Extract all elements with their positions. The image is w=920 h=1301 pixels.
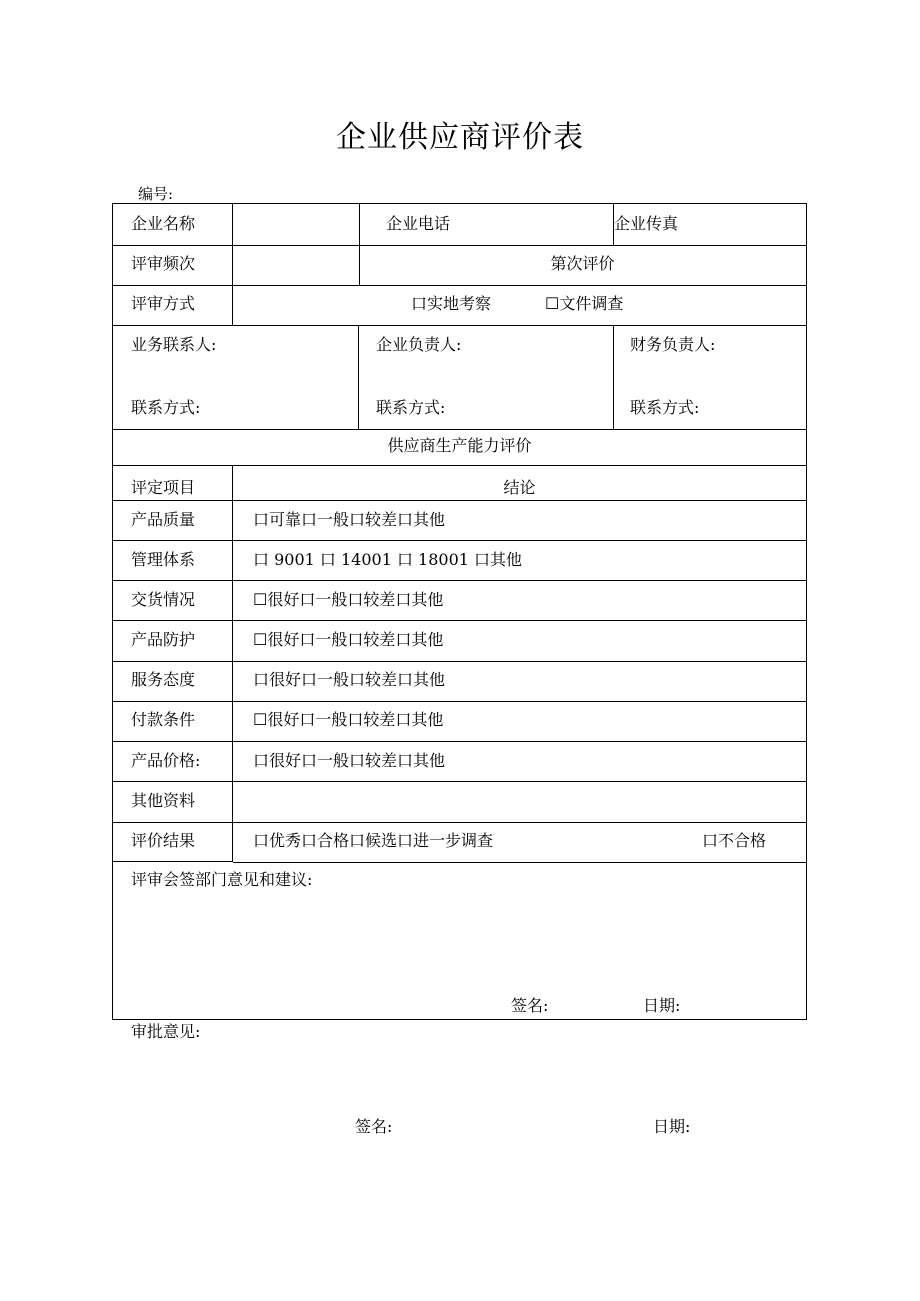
row-divider	[113, 465, 806, 466]
row-divider	[113, 661, 806, 662]
company-head-contact-method-label: 联系方式:	[376, 398, 446, 417]
business-contact-method-label: 联系方式:	[131, 398, 201, 417]
approval-date-label: 日期:	[653, 1117, 691, 1136]
company-head-label: 企业负责人:	[376, 335, 462, 354]
column-divider	[232, 204, 233, 285]
delivery-options[interactable]: ☐很好口一般口较差口其他	[253, 590, 444, 609]
finance-head-label: 财务负责人:	[630, 335, 716, 354]
row-divider	[113, 429, 806, 430]
row-divider	[113, 861, 233, 862]
product-price-options[interactable]: 口很好口一般口较差口其他	[253, 751, 446, 770]
board-sign-label: 签名:	[511, 996, 549, 1015]
delivery-label: 交货情况	[131, 590, 196, 609]
service-attitude-label: 服务态度	[131, 670, 196, 689]
approval-sign-label: 签名:	[355, 1117, 393, 1136]
row-divider	[113, 701, 806, 702]
row-divider	[113, 325, 806, 326]
conclusion-column-header: 结论	[503, 478, 536, 497]
evaluation-result-label: 评价结果	[131, 831, 196, 850]
evaluation-form-table	[112, 203, 807, 1020]
row-divider	[113, 822, 806, 823]
review-frequency-label: 评审频次	[131, 254, 196, 273]
product-quality-label: 产品质量	[131, 510, 196, 529]
capability-section-title: 供应商生产能力评价	[387, 436, 532, 455]
payment-terms-options[interactable]: ☐很好口一般口较差口其他	[253, 710, 444, 729]
product-quality-options[interactable]: 口可靠口一般口较差口其他	[253, 510, 446, 529]
other-materials-label: 其他资料	[131, 791, 196, 810]
payment-terms-label: 付款条件	[131, 710, 196, 729]
row-divider	[113, 540, 806, 541]
row-divider	[233, 862, 806, 863]
board-date-label: 日期:	[643, 996, 681, 1015]
column-divider	[232, 285, 233, 325]
item-column-header: 评定项目	[131, 478, 196, 497]
business-contact-label: 业务联系人:	[131, 335, 217, 354]
document-review-option[interactable]: ☐文件调查	[545, 294, 624, 313]
row-divider	[113, 500, 806, 501]
service-attitude-options[interactable]: 口很好口一般口较差口其他	[253, 670, 446, 689]
site-inspection-option[interactable]: 口实地考察	[411, 294, 492, 313]
row-divider	[113, 245, 806, 246]
approval-opinion-label: 审批意见:	[131, 1022, 201, 1041]
row-divider	[113, 285, 806, 286]
column-divider	[613, 325, 614, 429]
unqualified-option[interactable]: 口不合格	[702, 831, 767, 850]
row-divider	[113, 741, 806, 742]
product-price-label: 产品价格:	[131, 751, 201, 770]
board-opinion-label: 评审会签部门意见和建议:	[131, 870, 313, 889]
column-divider	[232, 465, 233, 862]
column-divider	[358, 325, 359, 429]
evaluation-result-options[interactable]: 口优秀口合格口候选口进一步调查	[253, 831, 494, 850]
page-title: 企业供应商评价表	[336, 120, 584, 155]
management-system-label: 管理体系	[131, 550, 196, 569]
product-protection-options[interactable]: ☐很好口一般口较差口其他	[253, 630, 444, 649]
row-divider	[113, 580, 806, 581]
finance-head-contact-method-label: 联系方式:	[630, 398, 700, 417]
product-protection-label: 产品防护	[131, 630, 196, 649]
serial-number-label: 编号:	[138, 185, 174, 203]
company-name-label: 企业名称	[131, 214, 196, 233]
management-system-options[interactable]: 口 9001 口 14001 口 18001 口其他	[253, 550, 523, 569]
company-phone-label: 企业电话	[386, 214, 451, 233]
row-divider	[113, 781, 806, 782]
nth-review-label: 第次评价	[550, 254, 615, 273]
company-fax-label: 企业传真	[614, 214, 679, 233]
review-method-label: 评审方式	[131, 294, 196, 313]
row-divider	[113, 620, 806, 621]
